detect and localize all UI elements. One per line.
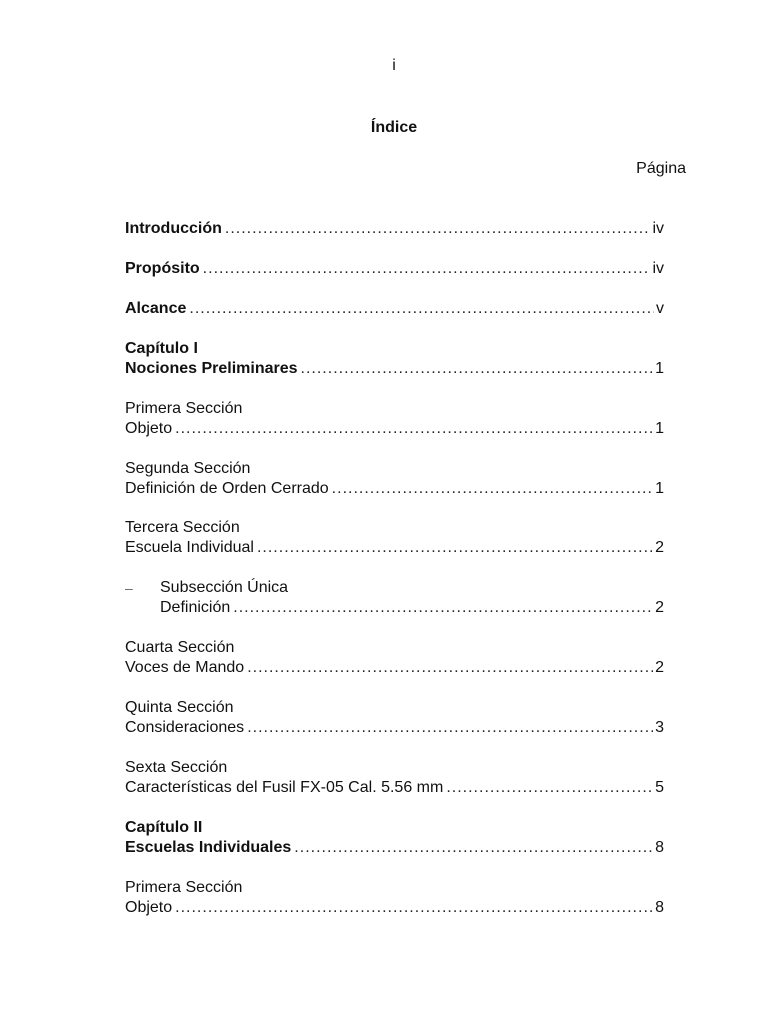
toc-entry-page: 2 — [655, 659, 664, 676]
dot-leader — [247, 718, 653, 738]
dot-leader — [203, 259, 651, 279]
toc-entry-label: Subsección Única — [160, 579, 289, 596]
toc-entry-quinta-seccion[interactable] — [125, 698, 664, 738]
toc-entry-title: Alcance — [125, 300, 187, 317]
dot-leader — [233, 598, 653, 618]
dash-bullet: – — [125, 580, 133, 596]
toc-entry-title: Objeto — [125, 420, 173, 437]
toc-entry-page: iv — [652, 220, 664, 237]
toc-entry-page: 1 — [655, 420, 664, 437]
dot-leader — [189, 299, 654, 319]
toc-entry-page: 5 — [655, 779, 664, 796]
toc-entry-primera-seccion-cap2[interactable] — [125, 878, 664, 918]
toc-entry-tercera-seccion[interactable] — [125, 518, 664, 558]
toc-entry-label: Primera Sección — [125, 400, 243, 417]
dot-leader — [446, 778, 653, 798]
toc-entry-label: Tercera Sección — [125, 519, 240, 536]
dot-leader — [301, 359, 654, 379]
toc-entry-title: Voces de Mando — [125, 659, 245, 676]
toc-entry-sexta-seccion[interactable] — [125, 758, 664, 798]
toc-entry-proposito[interactable] — [125, 259, 664, 279]
page-title: Índice — [370, 119, 418, 136]
toc-entry-introduccion[interactable] — [125, 219, 664, 239]
toc-entry-page: 8 — [655, 899, 664, 916]
toc-entry-label: Quinta Sección — [125, 699, 234, 716]
toc-entry-label: Capítulo II — [125, 819, 203, 836]
page-number: i — [392, 57, 396, 74]
dot-leader — [175, 898, 653, 918]
toc-entry-title: Consideraciones — [125, 719, 245, 736]
toc-entry-title: Nociones Preliminares — [125, 360, 298, 377]
toc-entry-title: Escuela Individual — [125, 539, 254, 556]
toc-entry-segunda-seccion[interactable] — [125, 459, 664, 499]
toc-entry-title: Definición — [160, 599, 231, 616]
toc-entry-label: Segunda Sección — [125, 460, 251, 477]
toc-entry-label: Capítulo I — [125, 340, 198, 357]
dot-leader — [247, 658, 653, 678]
toc-entry-title: Introducción — [125, 220, 222, 237]
dot-leader — [294, 838, 653, 858]
toc-entry-page: 1 — [655, 360, 664, 377]
toc-entry-page: 2 — [655, 599, 664, 616]
table-of-contents — [125, 219, 664, 918]
toc-entry-subseccion-unica[interactable] — [125, 578, 664, 618]
toc-entry-title: Características del Fusil FX-05 Cal. 5.56 mm — [125, 779, 444, 796]
dot-leader — [257, 538, 653, 558]
toc-entry-title: Objeto — [125, 899, 173, 916]
page-column-header: Página — [636, 160, 686, 177]
toc-entry-alcance[interactable] — [125, 299, 664, 319]
toc-entry-page: iv — [652, 260, 664, 277]
toc-entry-label: Sexta Sección — [125, 759, 228, 776]
toc-entry-primera-seccion[interactable] — [125, 399, 664, 439]
toc-entry-title: Definición de Orden Cerrado — [125, 480, 329, 497]
toc-entry-page: 1 — [655, 480, 664, 497]
toc-entry-cuarta-seccion[interactable] — [125, 638, 664, 678]
toc-entry-capitulo-2[interactable] — [125, 818, 664, 858]
dot-leader — [225, 219, 651, 239]
dot-leader — [332, 479, 653, 499]
toc-entry-page: 8 — [655, 839, 664, 856]
dot-leader — [175, 419, 653, 439]
toc-entry-title: Escuelas Individuales — [125, 839, 292, 856]
toc-entry-page: v — [656, 300, 664, 317]
toc-entry-label: Cuarta Sección — [125, 639, 235, 656]
toc-entry-capitulo-1[interactable] — [125, 339, 664, 379]
toc-entry-label: Primera Sección — [125, 879, 243, 896]
toc-entry-page: 3 — [655, 719, 664, 736]
toc-entry-page: 2 — [655, 539, 664, 556]
toc-entry-title: Propósito — [125, 260, 200, 277]
